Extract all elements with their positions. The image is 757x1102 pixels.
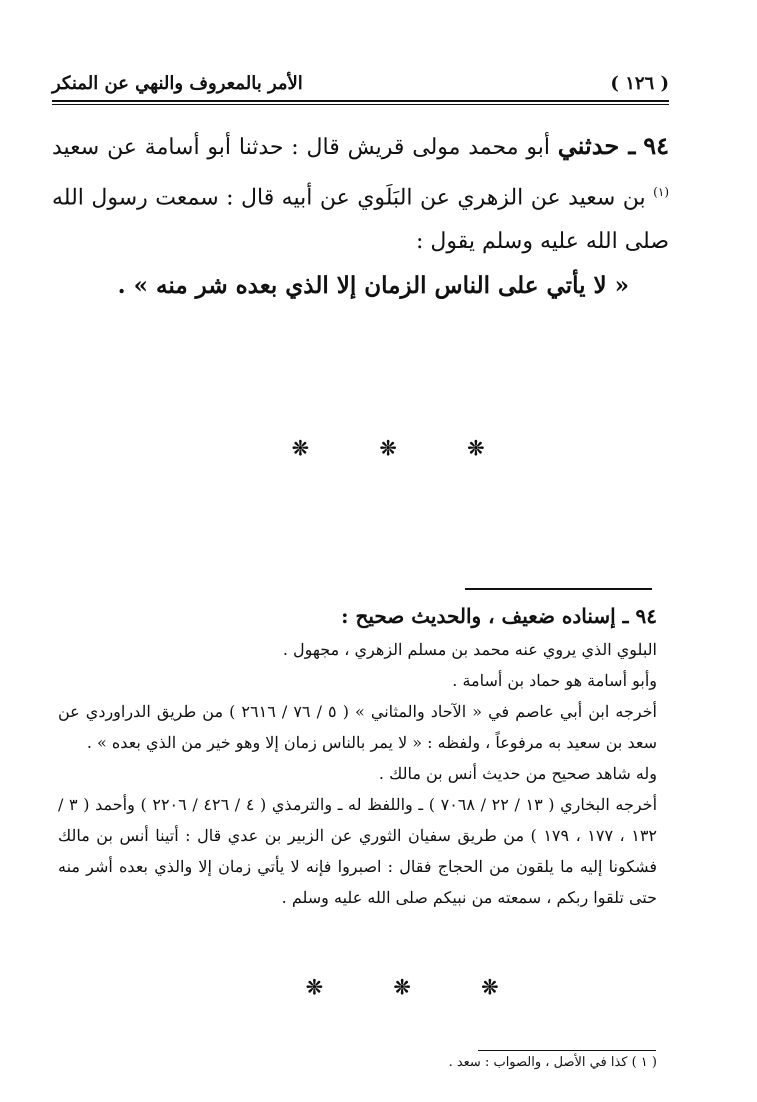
footnote-ref: (١)	[653, 185, 669, 199]
commentary-paragraph: البلوي الذي يروي عنه محمد بن مسلم الزهري ، مجهول .	[282, 640, 657, 659]
running-header	[52, 68, 669, 98]
hadith-lead: ـ حدثني	[557, 131, 636, 160]
hadith-number: ٩٤	[643, 131, 670, 160]
commentary-paragraph: وله شاهد صحيح من حديث أنس بن مالك .	[378, 764, 657, 783]
section-separator: ❊ ❊ ❊	[306, 975, 531, 999]
commentary	[58, 598, 657, 913]
book-title: الأمر بالمعروف والنهي عن المنكر	[52, 72, 303, 94]
hadith-isnad-1: أبو محمد مولى قريش قال : حدثنا أبو أسامة عن سعيد	[52, 135, 550, 160]
hadith-text	[52, 124, 669, 308]
commentary-paragraph: أخرجه ابن أبي عاصم في « الآحاد والمثاني » ( ٥ / ٧٦ / ٢٦١٦ ) من طريق الدراوردي عن سعد بن سعيد به مرفوعاً ، ولفظه : « لا يمر بالناس زمان إلا وهو خير من الذي بعده » .	[58, 702, 657, 752]
hadith-matn: « لا يأتي على الناس الزمان إلا الذي بعده شر منه » .	[117, 272, 629, 300]
commentary-heading: ٩٤ ـ إسناده ضعيف ، والحديث صحيح :	[341, 604, 657, 628]
commentary-paragraph: أخرجه البخاري ( ١٣ / ٢٢ / ٧٠٦٨ ) ـ واللفظ له ـ والترمذي ( ٤ / ٤٢٦ / ٢٢٠٦ ) وأحمد ( ٣ / ١٣٢ ، ١٧٧ ، ١٧٩ ) من طريق سفيان الثوري عن الزبير بن عدي قال : أتينا أنس بن مالك فشكونا إليه ما يلقون من الحجاج فقال : اصبروا فإنه لا يأتي زمان إلا والذي بعده أشر منه حتى تلقوا ربكم ، سمعته من نبيكم صلى الله عليه وسلم .	[58, 795, 658, 907]
header-rule	[52, 100, 669, 102]
footnote: ( ١ ) كذا في الأصل ، والصواب : سعد .	[448, 1055, 657, 1070]
header-rule-thin	[52, 104, 669, 105]
section-separator: ❊ ❊ ❊	[292, 436, 517, 460]
page-number: ( ١٢٦ )	[610, 72, 669, 94]
hadith-paragraph	[52, 124, 669, 264]
footnote-rule	[478, 1050, 656, 1051]
commentary-paragraph: وأبو أسامة هو حماد بن أسامة .	[452, 671, 657, 690]
hadith-isnad-2: بن سعيد عن الزهري عن البَلَوي عن أبيه قال : سمعت رسول الله صلى الله عليه وسلم يقول :	[52, 185, 669, 255]
commentary-rule	[465, 588, 652, 590]
